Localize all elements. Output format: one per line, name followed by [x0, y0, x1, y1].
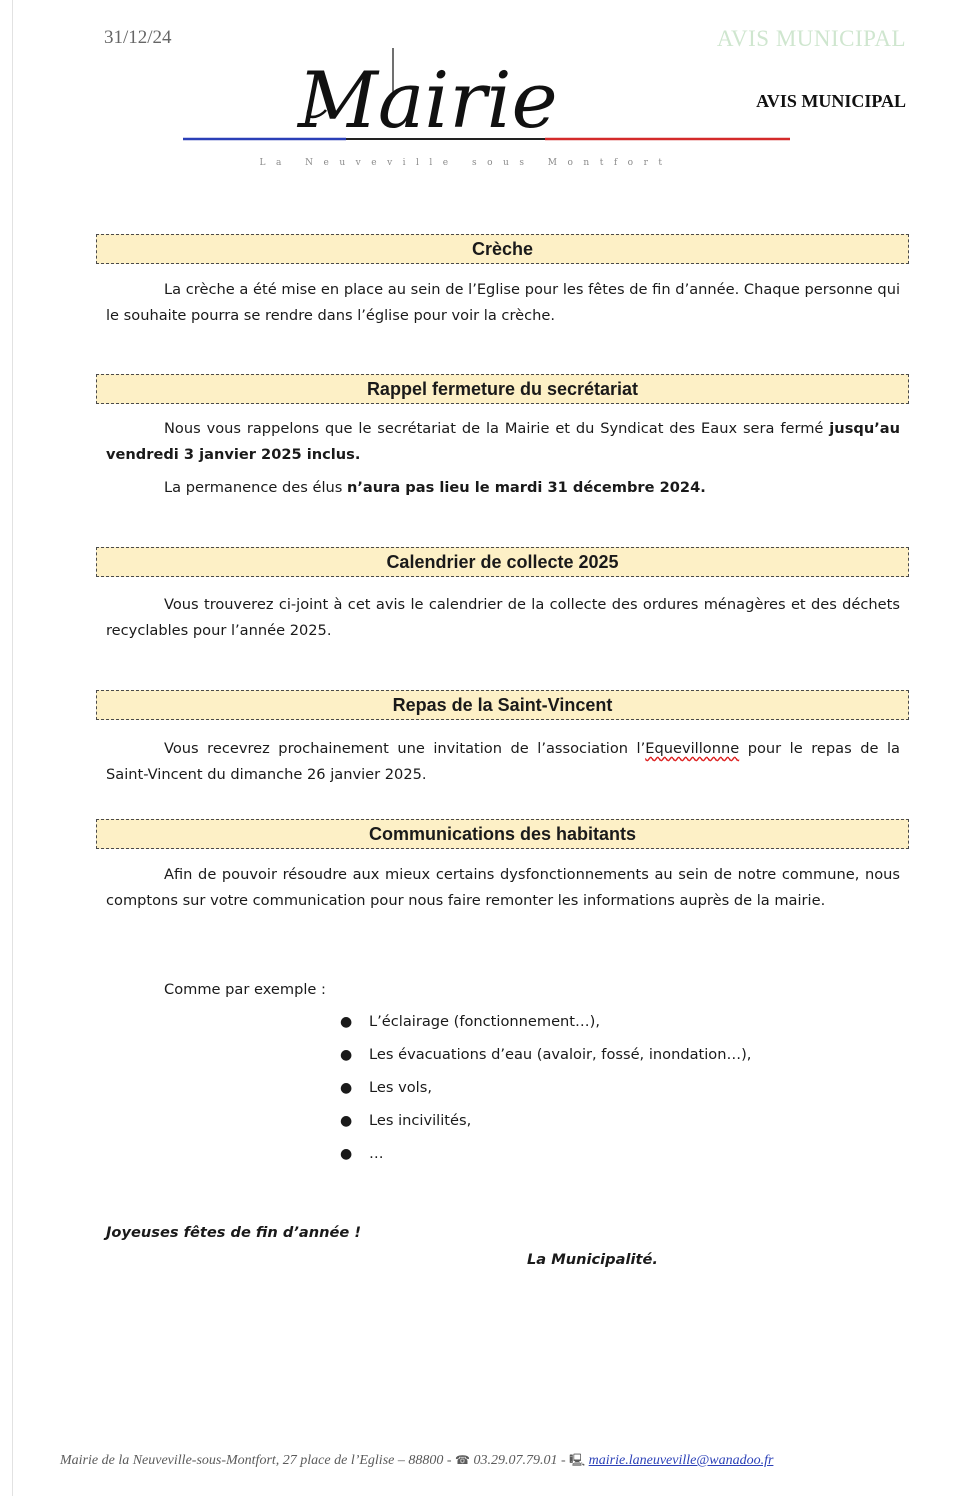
footer-email-link[interactable]: mairie.laneuveville@wanadoo.fr	[588, 1453, 774, 1468]
footer-phone: 03.29.07.79.01	[473, 1453, 558, 1468]
bullet-icon: ●	[340, 1014, 353, 1030]
section-body-saint-vincent: Vous recevrez prochainement une invitation de l’association l’Equevillonne pour le repas de la Saint-Vincent du dimanche 26 janvier 2025.	[106, 740, 900, 783]
logo-subtitle: La Neuveville sous Montfort	[259, 158, 673, 168]
notice-title: AVIS MUNICIPAL	[756, 91, 906, 111]
bullet-icon: ●	[340, 1080, 353, 1096]
phone-icon: ☎	[455, 1453, 470, 1467]
page-edge	[12, 0, 13, 1496]
bullet-icon: ●	[340, 1047, 353, 1063]
list-item: ● …	[340, 1140, 751, 1173]
footer-address: Mairie de la Neuveville-sous-Montfort, 27 place de l’Eglise – 88800 -	[60, 1453, 456, 1468]
section-title-calendrier: Calendrier de collecte 2025	[96, 547, 909, 577]
closing-wishes: Joyeuses fêtes de fin d’année !	[106, 1224, 362, 1241]
examples-list	[340, 1008, 751, 1173]
signature: La Municipalité.	[527, 1251, 658, 1268]
list-item: ● Les vols,	[340, 1074, 751, 1107]
list-item: ● Les évacuations d’eau (avaloir, fossé, inondation…),	[340, 1041, 751, 1074]
section-body-creche: La crèche a été mise en place au sein de l’Eglise pour les fêtes de fin d’année. Chaque personne qui le souhaite pourra se rendre dans l’église pour voir la crèche.	[106, 281, 900, 324]
spelling-flagged-word: Equevillonne	[645, 740, 740, 757]
computer-icon: 🖳	[569, 1453, 586, 1467]
section-body-secretariat: Nous vous rappelons que le secrétariat de la Mairie et du Syndicat des Eaux sera fermé jusqu’au vendredi 3 janvier 2025 inclus.	[106, 420, 900, 463]
section-body-calendrier: Vous trouverez ci-joint à cet avis le calendrier de la collecte des ordures ménagères et des déchets recyclables pour l’année 2025.	[106, 596, 900, 639]
list-item: ● L’éclairage (fonctionnement…),	[340, 1008, 751, 1041]
list-item: ● Les incivilités,	[340, 1107, 751, 1140]
header-watermark: AVIS MUNICIPAL	[716, 26, 906, 51]
examples-label: Comme par exemple :	[164, 981, 326, 998]
section-title-communications: Communications des habitants	[96, 819, 909, 849]
section-title-saint-vincent: Repas de la Saint-Vincent	[96, 690, 909, 720]
section-body-communications: Afin de pouvoir résoudre aux mieux certains dysfonctionnements au sein de notre commune, nous comptons sur votre communication pour nous faire remonter les informations auprès de la mairie.	[106, 866, 900, 909]
bullet-icon: ●	[340, 1146, 353, 1162]
section-body-permanence: La permanence des élus n’aura pas lieu le mardi 31 décembre 2024.	[164, 479, 706, 496]
bullet-icon: ●	[340, 1113, 353, 1129]
section-title-creche: Crèche	[96, 234, 909, 264]
section-title-secretariat: Rappel fermeture du secrétariat	[96, 374, 909, 404]
document-date: 31/12/24	[104, 27, 172, 48]
footer: Mairie de la Neuveville-sous-Montfort, 27 place de l’Eglise – 88800 - ☎ 03.29.07.79.01 - 🖳 mairie.laneuveville@wanadoo.fr	[60, 1453, 774, 1468]
logo-wordmark: Mairie	[298, 56, 558, 146]
